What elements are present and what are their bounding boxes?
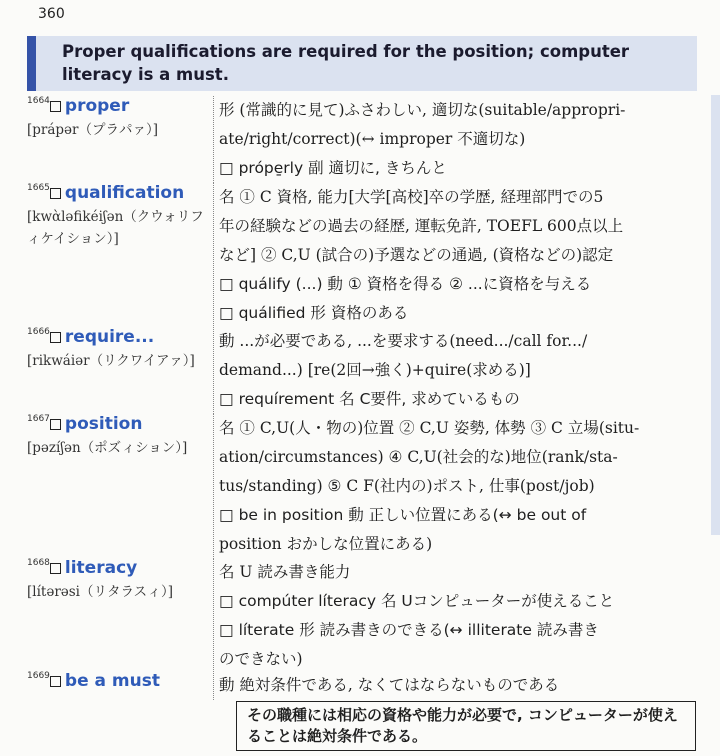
definition-line: □ be in position 動 正しい位置にある(↔ be out of xyxy=(219,506,587,524)
checkbox-icon[interactable] xyxy=(50,676,61,687)
definition-line: demand...) [re(2回→強く)+quire(求める)] xyxy=(219,361,531,379)
definition-line: □ quálify (...) 動 ① 資格を得る ② ...に資格を与える xyxy=(219,275,592,293)
definition-line: 動 ...が必要である, ...を要求する(need.../call for.../ xyxy=(219,332,588,350)
definition-line: □ quálified 形 資格のある xyxy=(219,304,409,322)
entry-definition xyxy=(213,414,689,559)
entry-header xyxy=(27,671,205,691)
headword: qualification xyxy=(64,183,185,203)
translation-text: その職種には相応の資格や能力が必要で, コンピューターが使えることは絶対条件である。 xyxy=(247,706,678,745)
entry-header xyxy=(27,414,205,459)
checkbox-icon[interactable] xyxy=(50,188,61,199)
pronunciation: [kwὰləfikéiʃən（クウォリフィケイション）] xyxy=(27,209,204,247)
definition-line: ation/circumstances) ④ C,U(社会的な)地位(rank/sta- xyxy=(219,448,618,466)
entry-definition xyxy=(213,558,689,674)
definition-line: のできない) xyxy=(219,650,303,668)
headword: require... xyxy=(64,327,155,347)
headword: proper xyxy=(64,96,130,116)
entry-number: 1669 xyxy=(27,671,50,681)
translation-box xyxy=(236,701,696,751)
definition-line: 名 ① C,U(人・物の)位置 ② C,U 姿勢, 体勢 ③ C 立場(situ- xyxy=(219,419,640,437)
checkbox-icon[interactable] xyxy=(50,563,61,574)
definition-line: □ requírement 名 C要件, 求めているもの xyxy=(219,390,520,408)
headword: be a must xyxy=(64,671,160,691)
definition-line: 名 U 読み書き能力 xyxy=(219,563,351,581)
entry-header xyxy=(27,558,205,603)
definition-line: □ própe̱rly 副 適切に, きちんと xyxy=(219,159,447,177)
definition-line: など] ② C,U (試合の)予選などの通過, (資格などの)認定 xyxy=(219,246,614,264)
definition-line: tus/standing) ⑤ C F(社内の)ポスト, 仕事(post/job) xyxy=(219,477,595,495)
pronunciation: [lítərəsi（リタラスィ）] xyxy=(27,584,174,600)
entry-number: 1666 xyxy=(27,327,50,337)
entry-number: 1664 xyxy=(27,96,50,106)
entry-number: 1668 xyxy=(27,558,50,568)
pronunciation: [rikwáiər（リクワイアァ）] xyxy=(27,353,195,369)
checkbox-icon[interactable] xyxy=(50,332,61,343)
definition-line: 形 (常識的に見て)ふさわしい, 適切な(suitable/appropri- xyxy=(219,101,626,119)
entry-header xyxy=(27,327,205,372)
entry-definition xyxy=(213,327,689,414)
page-number: 360 xyxy=(38,6,65,22)
example-sentence-box xyxy=(27,36,697,91)
definition-line: 名 ① C 資格, 能力[大学[高校]卒の学歴, 経理部門での5 xyxy=(219,188,604,206)
entry-header xyxy=(27,96,205,141)
entry-definition xyxy=(213,183,689,328)
entry-number: 1667 xyxy=(27,414,50,424)
definition-line: 動 絶対条件である, なくてはならないものである xyxy=(219,676,560,694)
entry-definition xyxy=(213,671,689,700)
checkbox-icon[interactable] xyxy=(50,101,61,112)
pronunciation: [pəzíʃən（ポズィション）] xyxy=(27,440,188,456)
side-color-tab xyxy=(711,95,720,535)
definition-line: □ líterate 形 読み書きのできる(↔ illiterate 読み書き xyxy=(219,621,599,639)
example-sentence: Proper qualifications are required for the position; computer literacy is a must. xyxy=(62,42,630,84)
entry-definition xyxy=(213,96,689,183)
definition-line: 年の経験などの過去の経歴, 運転免許, TOEFL 600点以上 xyxy=(219,217,624,235)
definition-line: □ compúter líteracy 名 Uコンピューターが使えること xyxy=(219,592,615,610)
headword: position xyxy=(64,414,143,434)
entry-header xyxy=(27,183,205,250)
definition-line: position おかしな位置にある) xyxy=(219,535,433,553)
headword: literacy xyxy=(64,558,138,578)
checkbox-icon[interactable] xyxy=(50,419,61,430)
definition-line: ate/right/correct)(↔ improper 不適切な) xyxy=(219,130,526,148)
entry-number: 1665 xyxy=(27,183,50,193)
pronunciation: [prápər（プラパァ）] xyxy=(27,122,159,138)
